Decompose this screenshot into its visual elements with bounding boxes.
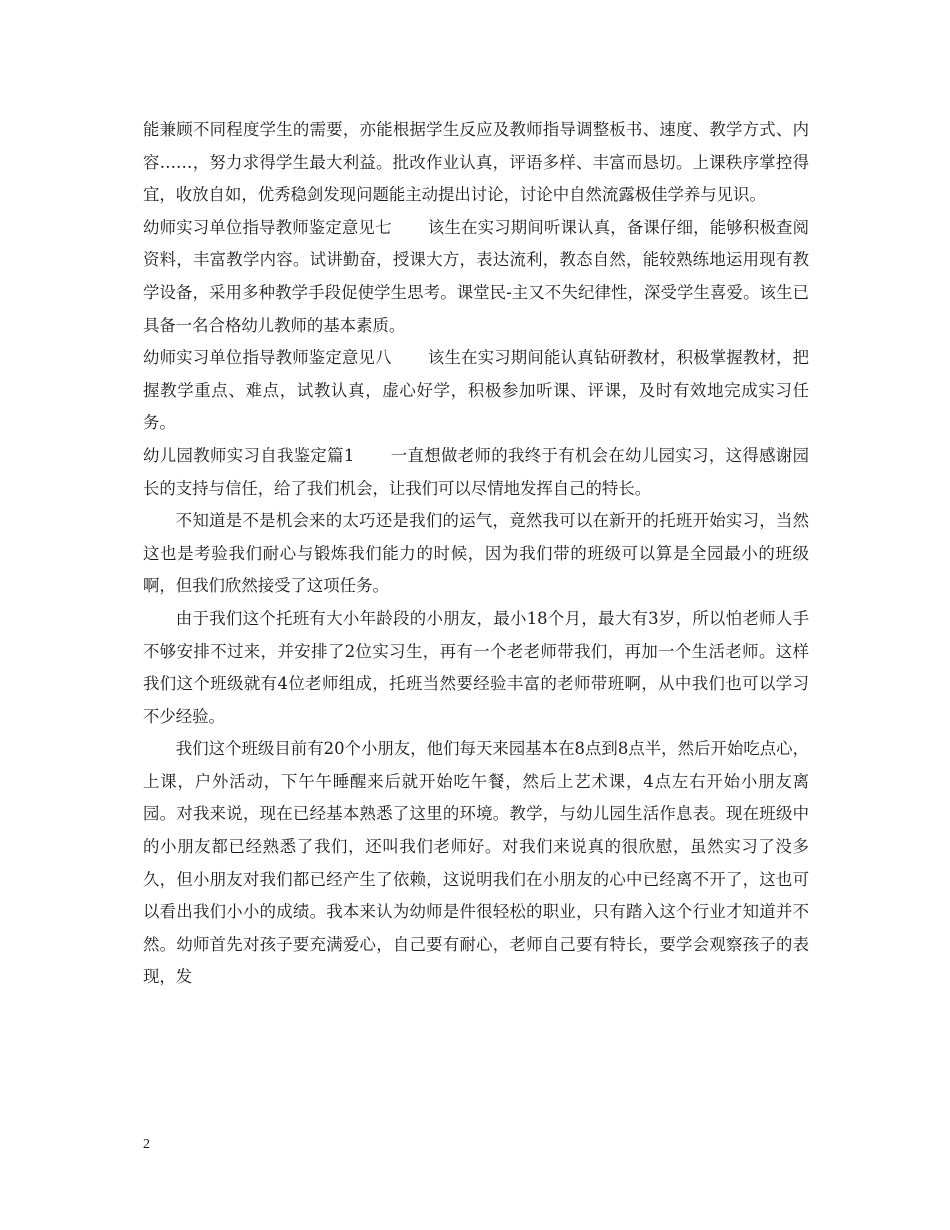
paragraph-text: 一直想做老师的我终于有机会在幼儿园实习，这得感谢园长的支持与信任，给了我们机会，让我们可以尽情地发挥自己的特长。 (143, 445, 809, 498)
paragraph-body (143, 505, 809, 603)
paragraph-body (143, 603, 809, 733)
paragraph-text: 该生在实习期间听课认真，备课仔细，能够积极查阅资料，丰富教学内容。试讲勤奋，授课大方，表达流利，教态自然，能较熟练地运用现有教学设备，采用多种教学手段促使学生思考。课堂民-主又不失纪律性，深受学生喜爱。该生已具备一名合格幼儿教师的基本素质。 (143, 217, 810, 335)
paragraph-heading: 幼师实习单位指导教师鉴定意见七 (143, 217, 392, 237)
paragraph-text: 能兼顾不同程度学生的需要，亦能根据学生反应及教师指导调整板书、速度、教学方式、内容……，努力求得学生最大利益。批改作业认真，评语多样、丰富而恳切。上课秩序掌控得宜，收放自如，优秀稳剑发现问题能主动提出讨论，讨论中自然流露极佳学养与见识。 (143, 120, 809, 205)
paragraph-heading: 幼师实习单位指导教师鉴定意见八 (143, 348, 392, 368)
paragraph-opinion-seven (143, 212, 809, 342)
paragraph-text: 该生在实习期间能认真钻研教材，积极掌握教材，把握教学重点、难点，试教认真，虚心好学，积极参加听课、评课，及时有效地完成实习任务。 (143, 348, 810, 433)
paragraph-self-assessment-1 (143, 440, 809, 505)
paragraph-continuation (143, 114, 809, 212)
page-number: 2 (143, 1137, 150, 1152)
document-body (143, 114, 809, 994)
paragraph-text: 我们这个班级目前有20个小朋友，他们每天来园基本在8点到8点半，然后开始吃点心，上课，户外活动，下午午睡醒来后就开始吃午餐，然后上艺术课，4点左右开始小朋友离园。对我来说，现在已经基本熟悉了这里的环境。教学，与幼儿园生活作息表。现在班级中的小朋友都已经熟悉了我们，还叫我们老师好。对我们来说真的很欣慰，虽然实习了没多久，但小朋友对我们都已经产生了依赖，这说明我们在小朋友的心中已经离不开了，这也可以看出我们小小的成绩。我本来认为幼师是件很轻松的职业，只有踏入这个行业才知道并不然。幼师首先对孩子要充满爱心，自己要有耐心，老师自己要有特长，要学会观察孩子的表现，发 (143, 739, 809, 987)
paragraph-opinion-eight (143, 342, 809, 440)
paragraph-text: 不知道是不是机会来的太巧还是我们的运气，竟然我可以在新开的托班开始实习，当然这也是考验我们耐心与锻炼我们能力的时候，因为我们带的班级可以算是全园最小的班级啊，但我们欣然接受了这项任务。 (143, 511, 809, 596)
paragraph-body (143, 733, 809, 994)
paragraph-heading: 幼儿园教师实习自我鉴定篇1 (143, 445, 355, 465)
paragraph-text: 由于我们这个托班有大小年龄段的小朋友，最小18个月，最大有3岁，所以怕老师人手不够安排不过来，并安排了2位实习生，再有一个老老师带我们，再加一个生活老师。这样我们这个班级就有4位老师组成，托班当然要经验丰富的老师带班啊，从中我们也可以学习不少经验。 (143, 608, 809, 726)
